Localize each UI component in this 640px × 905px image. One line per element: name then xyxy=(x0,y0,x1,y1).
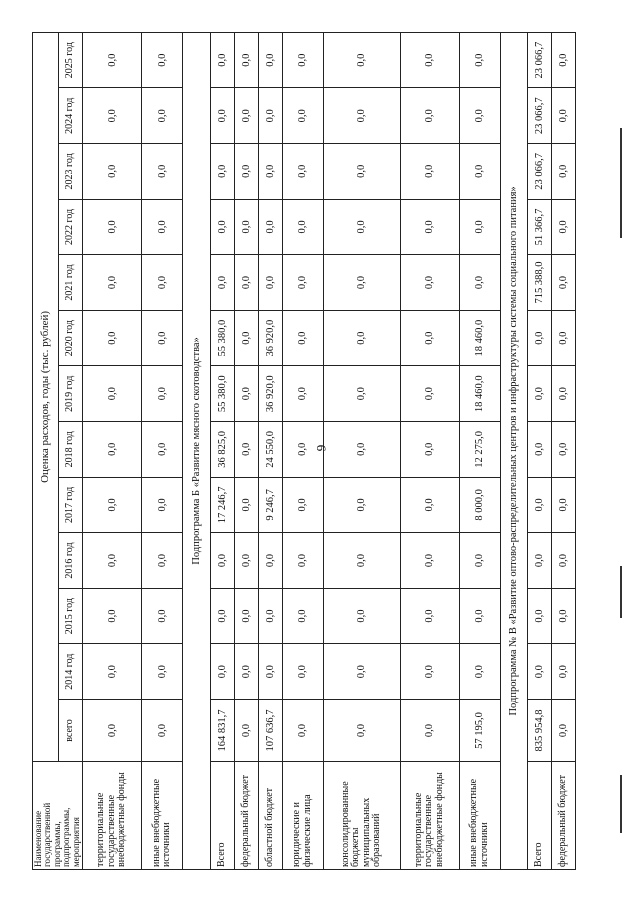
header-estimate: Оценка расходов, годы (тыс. рублей) xyxy=(33,32,59,761)
row-value: 51 366,7 xyxy=(528,199,552,255)
row-name: Всего xyxy=(210,762,234,870)
subprogram-title: Подпрограмма № В «Развитие оптово-распределительных центров и инфраструктуры системы социального питания» xyxy=(500,32,527,869)
table-row xyxy=(552,32,576,869)
row-value: 0,0 xyxy=(528,588,552,644)
row-value: 36 920,0 xyxy=(258,366,282,422)
row-value: 0,0 xyxy=(210,32,234,88)
row-value: 0,0 xyxy=(323,144,400,200)
row-value: 0,0 xyxy=(83,255,142,311)
row-value: 0,0 xyxy=(83,32,142,88)
row-value: 0,0 xyxy=(323,477,400,533)
table-row xyxy=(528,32,552,869)
header-year: 2020 год xyxy=(59,310,83,366)
row-value: 0,0 xyxy=(210,533,234,589)
header-name-column: Наименование государственной программы, подпрограммы, мероприятия xyxy=(33,762,83,870)
row-value: 0,0 xyxy=(282,477,323,533)
subprogram-row xyxy=(183,32,210,869)
row-value: 0,0 xyxy=(83,144,142,200)
row-value: 0,0 xyxy=(282,588,323,644)
row-value: 0,0 xyxy=(528,477,552,533)
row-value: 0,0 xyxy=(400,310,459,366)
row-name: иные внебюджетные источники xyxy=(459,762,500,870)
row-value: 0,0 xyxy=(234,644,258,700)
row-value: 0,0 xyxy=(142,144,183,200)
row-value: 0,0 xyxy=(234,588,258,644)
row-value: 0,0 xyxy=(83,588,142,644)
row-value: 0,0 xyxy=(459,88,500,144)
row-value: 0,0 xyxy=(400,477,459,533)
row-value: 0,0 xyxy=(258,32,282,88)
row-value: 36 920,0 xyxy=(258,310,282,366)
table-row xyxy=(210,32,234,869)
row-value: 12 275,0 xyxy=(459,422,500,478)
row-value: 0,0 xyxy=(323,533,400,589)
row-total: 164 831,7 xyxy=(210,700,234,762)
row-value: 0,0 xyxy=(552,144,576,200)
row-value: 0,0 xyxy=(282,88,323,144)
row-value: 0,0 xyxy=(552,199,576,255)
row-value: 0,0 xyxy=(552,310,576,366)
row-value: 0,0 xyxy=(459,533,500,589)
row-value: 0,0 xyxy=(282,310,323,366)
row-value: 0,0 xyxy=(323,88,400,144)
row-value: 0,0 xyxy=(142,32,183,88)
row-value: 0,0 xyxy=(282,255,323,311)
table-row xyxy=(282,32,323,869)
row-value: 0,0 xyxy=(258,644,282,700)
header-year: 2019 год xyxy=(59,366,83,422)
row-name: областной бюджет xyxy=(258,762,282,870)
row-value: 0,0 xyxy=(142,255,183,311)
row-value: 0,0 xyxy=(528,644,552,700)
row-name: консолидированные бюджеты муниципальных образований xyxy=(323,762,400,870)
subprogram-title: Подпрограмма Б «Развитие мясного скотоводства» xyxy=(183,32,210,869)
row-value: 0,0 xyxy=(552,533,576,589)
row-value: 0,0 xyxy=(258,255,282,311)
row-value: 0,0 xyxy=(552,422,576,478)
row-value: 0,0 xyxy=(459,32,500,88)
row-value: 0,0 xyxy=(234,477,258,533)
header-year: 2018 год xyxy=(59,422,83,478)
row-value: 0,0 xyxy=(528,422,552,478)
row-value: 0,0 xyxy=(282,32,323,88)
row-value: 0,0 xyxy=(234,422,258,478)
row-value: 0,0 xyxy=(210,199,234,255)
row-value: 0,0 xyxy=(142,88,183,144)
table-row xyxy=(400,32,459,869)
row-value: 0,0 xyxy=(400,144,459,200)
header-year: 2016 год xyxy=(59,533,83,589)
row-value: 23 066,7 xyxy=(528,144,552,200)
header-total: всего xyxy=(59,700,83,762)
row-value: 0,0 xyxy=(552,32,576,88)
row-value: 0,0 xyxy=(142,366,183,422)
row-value: 0,0 xyxy=(83,422,142,478)
row-value: 0,0 xyxy=(83,199,142,255)
margin-mark xyxy=(620,128,622,238)
margin-mark xyxy=(620,775,622,833)
table-row xyxy=(258,32,282,869)
header-year: 2014 год xyxy=(59,644,83,700)
row-total: 0,0 xyxy=(323,700,400,762)
row-value: 0,0 xyxy=(459,199,500,255)
row-value: 0,0 xyxy=(400,644,459,700)
row-value: 0,0 xyxy=(142,644,183,700)
row-value: 0,0 xyxy=(459,255,500,311)
header-year: 2022 год xyxy=(59,199,83,255)
row-value: 0,0 xyxy=(552,477,576,533)
row-value: 0,0 xyxy=(234,366,258,422)
row-value: 0,0 xyxy=(258,533,282,589)
margin-mark xyxy=(620,566,622,618)
row-value: 0,0 xyxy=(323,588,400,644)
row-total: 0,0 xyxy=(142,700,183,762)
row-value: 0,0 xyxy=(234,32,258,88)
row-value: 0,0 xyxy=(552,255,576,311)
row-value: 18 460,0 xyxy=(459,366,500,422)
row-value: 0,0 xyxy=(323,366,400,422)
row-value: 0,0 xyxy=(323,644,400,700)
row-value: 55 380,0 xyxy=(210,366,234,422)
header-year: 2017 год xyxy=(59,477,83,533)
row-value: 0,0 xyxy=(400,88,459,144)
rotated-table-wrap xyxy=(32,32,570,870)
row-value: 0,0 xyxy=(210,644,234,700)
table-row xyxy=(234,32,258,869)
row-value: 0,0 xyxy=(400,32,459,88)
row-value: 0,0 xyxy=(552,88,576,144)
row-value: 0,0 xyxy=(282,366,323,422)
row-value: 0,0 xyxy=(282,144,323,200)
row-value: 0,0 xyxy=(552,588,576,644)
row-value: 0,0 xyxy=(83,366,142,422)
row-value: 0,0 xyxy=(323,255,400,311)
row-total: 57 195,0 xyxy=(459,700,500,762)
row-total: 0,0 xyxy=(552,700,576,762)
row-value: 0,0 xyxy=(234,144,258,200)
row-value: 0,0 xyxy=(323,422,400,478)
row-value: 0,0 xyxy=(210,255,234,311)
table-row xyxy=(323,32,400,869)
row-value: 23 066,7 xyxy=(528,32,552,88)
row-value: 0,0 xyxy=(210,88,234,144)
row-value: 0,0 xyxy=(142,588,183,644)
row-value: 0,0 xyxy=(400,199,459,255)
row-value: 715 388,0 xyxy=(528,255,552,311)
row-value: 0,0 xyxy=(400,366,459,422)
row-value: 0,0 xyxy=(210,588,234,644)
row-name: федеральный бюджет xyxy=(552,762,576,870)
row-total: 107 636,7 xyxy=(258,700,282,762)
row-name: юридические и физические лица xyxy=(282,762,323,870)
header-year: 2023 год xyxy=(59,144,83,200)
row-value: 9 246,7 xyxy=(258,477,282,533)
row-value: 0,0 xyxy=(528,310,552,366)
row-total: 0,0 xyxy=(400,700,459,762)
table-row xyxy=(142,32,183,869)
row-value: 0,0 xyxy=(142,422,183,478)
row-name: территориальные государственные внебюджетные фонды xyxy=(400,762,459,870)
table-row xyxy=(459,32,500,869)
row-name: федеральный бюджет xyxy=(234,762,258,870)
row-name: иные внебюджетные источники xyxy=(142,762,183,870)
page-number: 9 xyxy=(313,444,329,452)
row-value: 0,0 xyxy=(83,477,142,533)
row-value: 0,0 xyxy=(323,32,400,88)
row-value: 17 246,7 xyxy=(210,477,234,533)
row-value: 0,0 xyxy=(459,144,500,200)
row-value: 0,0 xyxy=(282,533,323,589)
row-total: 0,0 xyxy=(234,700,258,762)
row-name: Всего xyxy=(528,762,552,870)
row-value: 55 380,0 xyxy=(210,310,234,366)
row-value: 0,0 xyxy=(83,310,142,366)
row-value: 0,0 xyxy=(258,199,282,255)
row-value: 24 550,0 xyxy=(258,422,282,478)
table-row xyxy=(83,32,142,869)
header-year: 2025 год xyxy=(59,32,83,88)
row-value: 0,0 xyxy=(400,588,459,644)
row-value: 0,0 xyxy=(282,199,323,255)
row-value: 0,0 xyxy=(234,533,258,589)
row-value: 0,0 xyxy=(400,533,459,589)
row-value: 0,0 xyxy=(459,588,500,644)
row-value: 0,0 xyxy=(142,199,183,255)
header-year: 2015 год xyxy=(59,588,83,644)
row-value: 0,0 xyxy=(234,255,258,311)
row-value: 0,0 xyxy=(323,310,400,366)
row-value: 23 066,7 xyxy=(528,88,552,144)
row-value: 0,0 xyxy=(400,422,459,478)
row-value: 0,0 xyxy=(142,477,183,533)
row-value: 0,0 xyxy=(83,88,142,144)
row-value: 0,0 xyxy=(528,366,552,422)
subprogram-row xyxy=(500,32,527,869)
row-value: 0,0 xyxy=(323,199,400,255)
row-value: 0,0 xyxy=(258,588,282,644)
row-total: 0,0 xyxy=(83,700,142,762)
row-value: 18 460,0 xyxy=(459,310,500,366)
row-value: 0,0 xyxy=(142,310,183,366)
header-year: 2021 год xyxy=(59,255,83,311)
row-value: 0,0 xyxy=(528,533,552,589)
row-value: 0,0 xyxy=(400,255,459,311)
row-value: 0,0 xyxy=(210,144,234,200)
row-value: 0,0 xyxy=(234,310,258,366)
row-value: 36 825,0 xyxy=(210,422,234,478)
row-value: 0,0 xyxy=(258,144,282,200)
row-value: 0,0 xyxy=(552,366,576,422)
row-value: 0,0 xyxy=(282,644,323,700)
row-value: 0,0 xyxy=(258,88,282,144)
row-value: 0,0 xyxy=(459,644,500,700)
row-total: 835 954,8 xyxy=(528,700,552,762)
expense-table xyxy=(32,32,576,870)
row-total: 0,0 xyxy=(282,700,323,762)
row-value: 8 000,0 xyxy=(459,477,500,533)
row-value: 0,0 xyxy=(552,644,576,700)
row-value: 0,0 xyxy=(234,88,258,144)
row-value: 0,0 xyxy=(234,199,258,255)
row-value: 0,0 xyxy=(282,422,323,478)
row-value: 0,0 xyxy=(83,533,142,589)
row-value: 0,0 xyxy=(142,533,183,589)
row-name: территориальные государственные внебюджетные фонды xyxy=(83,762,142,870)
header-year: 2024 год xyxy=(59,88,83,144)
row-value: 0,0 xyxy=(83,644,142,700)
